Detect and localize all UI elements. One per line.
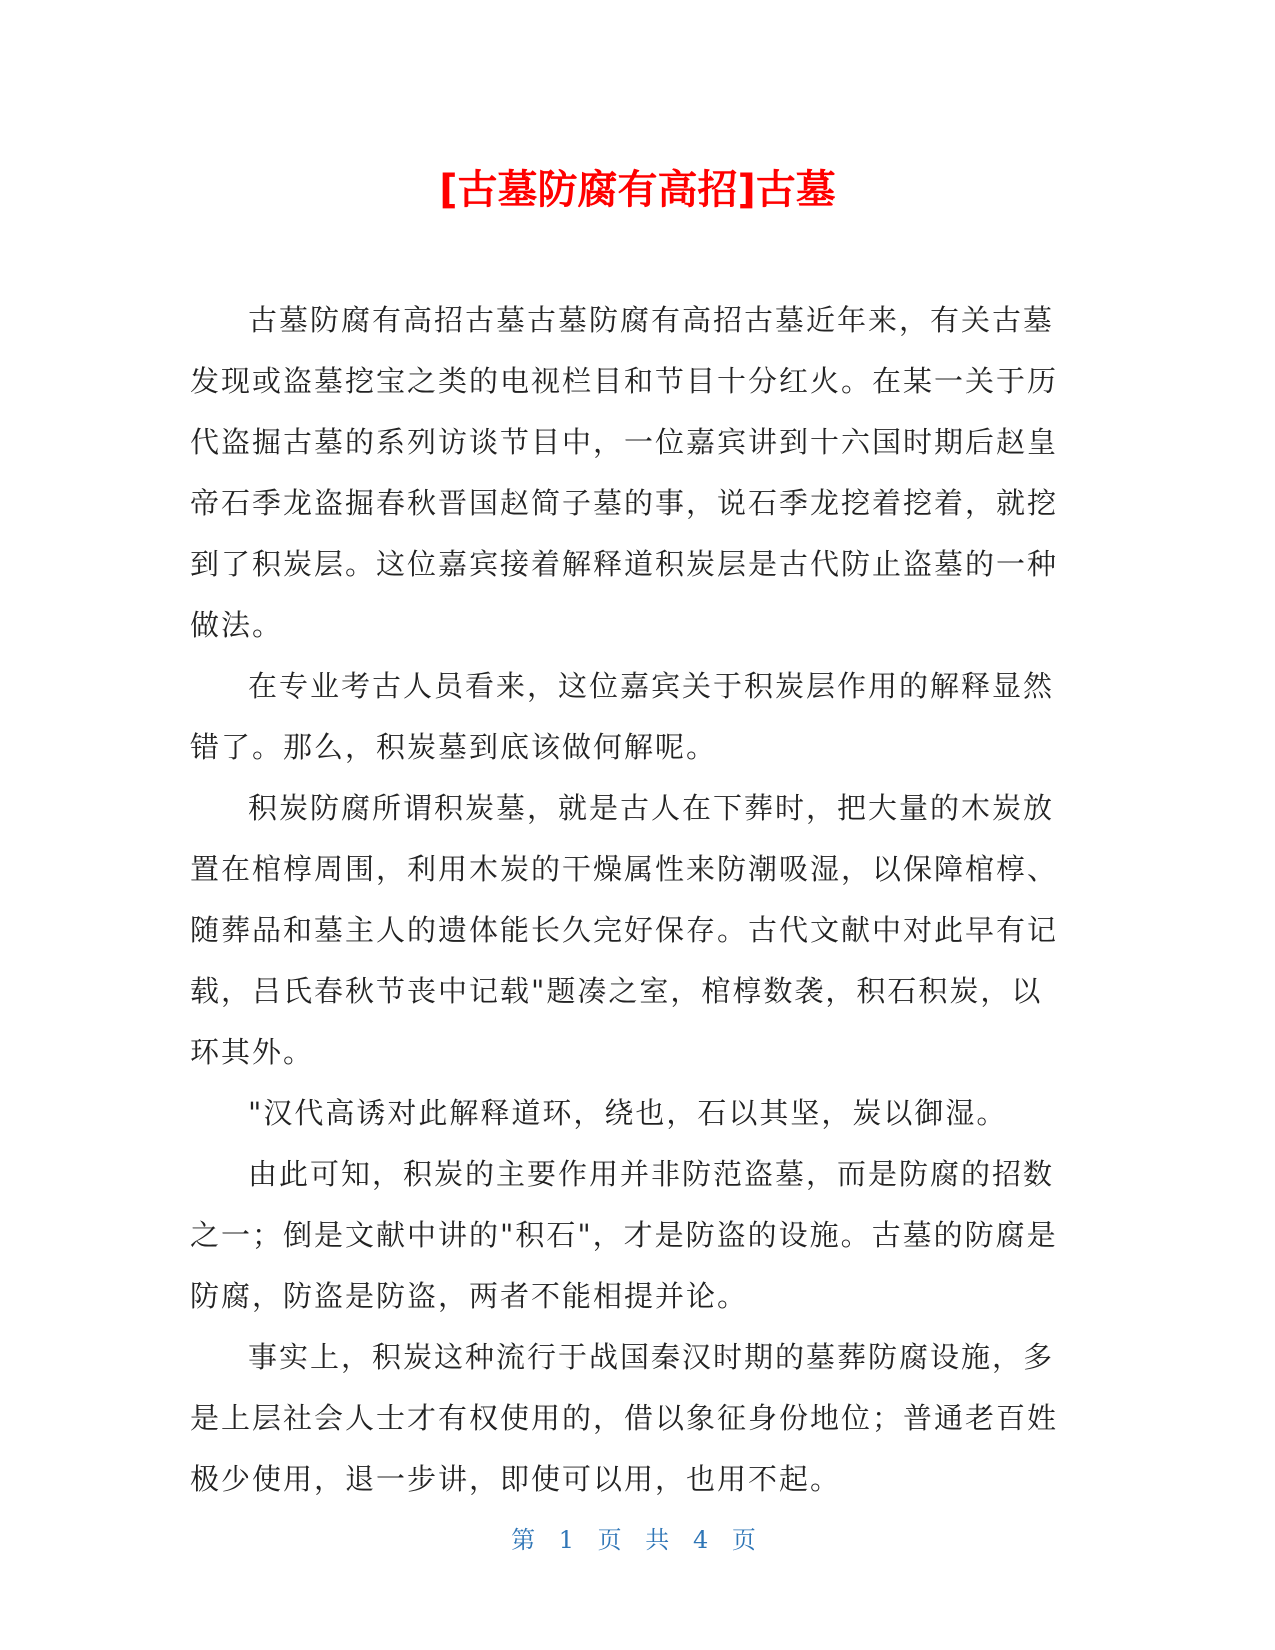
document-body (190, 290, 1070, 1510)
paragraph: 在专业考古人员看来，这位嘉宾关于积炭层作用的解释显然错了。那么，积炭墓到底该做何解呢。 (190, 669, 1055, 764)
paragraph: 由此可知，积炭的主要作用并非防范盗墓，而是防腐的招数之一；倒是文献中讲的"积石"，才是防盗的设施。古墓的防腐是防腐，防盗是防盗，两者不能相提并论。 (190, 1157, 1058, 1313)
paragraph: "汉代高诱对此解释道环，绕也，石以其坚，炭以御湿。 (248, 1096, 1008, 1130)
paragraph: 事实上，积炭这种流行于战国秦汉时期的墓葬防腐设施，多是上层社会人士才有权使用的，借以象征身份地位；普通老百姓极少使用，退一步讲，即使可以用，也用不起。 (190, 1340, 1059, 1496)
page-number-footer: 第 1 页 共 4 页 (511, 1526, 764, 1554)
paragraph: 古墓防腐有高招古墓古墓防腐有高招古墓近年来，有关古墓发现或盗墓挖宝之类的电视栏目和节目十分红火。在某一关于历代盗掘古墓的系列访谈节目中，一位嘉宾讲到十六国时期后赵皇帝石季龙盗掘春秋晋国赵简子墓的事，说石季龙挖着挖着，就挖到了积炭层。这位嘉宾接着解释道积炭层是古代防止盗墓的一种做法。 (190, 303, 1059, 642)
paragraph: 积炭防腐所谓积炭墓，就是古人在下葬时，把大量的木炭放置在棺椁周围，利用木炭的干燥属性来防潮吸湿，以保障棺椁、随葬品和墓主人的遗体能长久完好保存。古代文献中对此早有记载，吕氏春秋节丧中记载"题凑之室，棺椁数袭，积石积炭，以环其外。 (190, 791, 1059, 1069)
document-title: [古墓防腐有高招]古墓 (439, 167, 836, 213)
